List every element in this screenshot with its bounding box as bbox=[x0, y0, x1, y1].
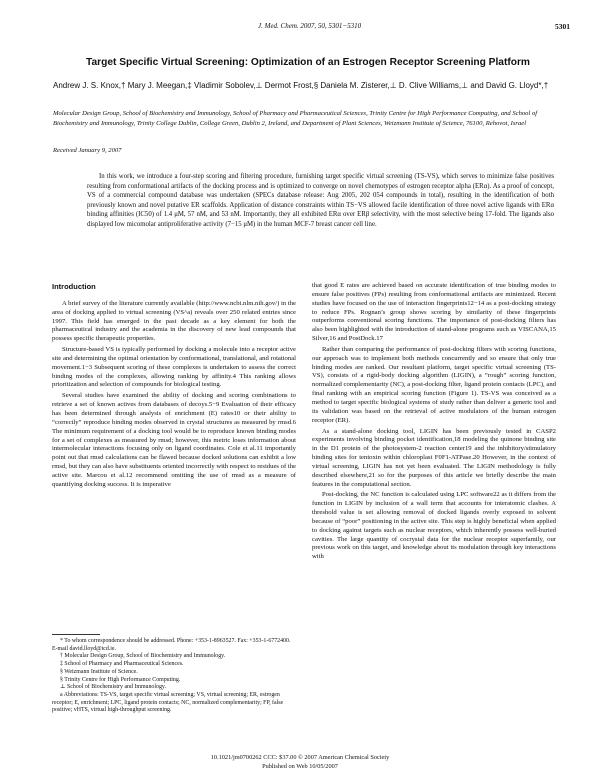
footnote: * To whom correspondence should be addressed. Phone: +353-1-8963527. Fax: +353-1-6772400. E-mail david.lloyd@tcd.ie. bbox=[52, 638, 291, 652]
footnote-divider bbox=[52, 634, 100, 635]
left-column bbox=[52, 283, 296, 492]
doi-line: 10.1021/jm0700262 CCC: $37.00 © 2007 American Chemical Society bbox=[210, 754, 390, 761]
footnotes bbox=[52, 638, 296, 715]
published-date: Published on Web 10/05/2007 bbox=[262, 762, 338, 770]
author-list: Andrew J. S. Knox,† Mary J. Meegan,‡ Vladimir Sobolev,⊥ Dermot Frost,§ Daniela M. Zisterer,⊥ D. Clive Williams,⊥ and David G. Lloyd*,† bbox=[53, 81, 549, 90]
journal-citation: J. Med. Chem. 2007, 50, 5301−5310 bbox=[258, 22, 362, 30]
paragraph: that good E rates are achieved based on accurate identification of true binding modes to ensure false positives (FPs) resulting from conformational artifacts are minimized. Recent studies have focused on the use of interaction fingerprints12−14 as a post-docking strategy to reduce FPs. Rognan’s group shows scoring by similarity of these fingerprints outperforms conventional scoring functions. The importance of post-docking filters has also been highlighted with the introduction of stand-alone programs such as VISCANA,15 Silver,16 and PostDock.17 bbox=[312, 282, 556, 343]
affiliations: Molecular Design Group, School of Biochemistry and Immunology, School of Pharmacy and Pharmaceutical Sciences, Trinity Centre for High Performance Computing, and School of Biochemistry and Immunology, Trinity College Dublin, College Green, Dublin 2, Ireland, and Department of Plant Sciences, Weizmann Institute of Science, 76100, Rehovot, Israel bbox=[53, 110, 538, 127]
footnote: ‡ School of Pharmacy and Pharmaceutical Sciences. bbox=[60, 661, 184, 668]
section-heading-introduction: Introduction bbox=[52, 282, 96, 291]
page-number: 5301 bbox=[555, 22, 570, 31]
paragraph: Rather than comparing the performance of post-docking filters with scoring functions, our approach was to implement both methods concurrently and so ensure that only true binding modes are ranked. Our resultant platform, target specific virtual screening (TS-VS), consists of a rigid-body docking algorithm (LIGIN), a “rough” scoring function, normalized complementarity (NC), a post-docking filter, ligand protein contacts (LPC), and final ranking with an empirical scoring function (Figure 1). TS-VS was conceived as a method to target specific biological systems of study rather than deliver a generic tool and its validation was based on the retrieval of active modulators of the human estrogen receptor (ER). bbox=[312, 345, 556, 424]
publication-info bbox=[0, 754, 600, 771]
received-date: Received January 9, 2007 bbox=[53, 147, 122, 154]
paragraph: Post-docking, the NC function is calculated using LPC software22 as it differs from the function in LIGIN by inclusion of a wall term that accounts for interatomic clashes. A threshold value is set allowing removal of docked ligands overly exposed to solvent because of “poor” positioning in the active site. This step is highly beneficial when applied to docking against targets such as nuclear receptors, which inherently possess well-buried cavities. The large quantity of cocrystal data for the nuclear receptor superfamily, our previous work on this target, and knowledge about its modulation through key interactions with bbox=[312, 491, 556, 561]
paragraph: A brief survey of the literature currently available (http://www.ncbi.nlm.nih.gov/) in the area of docking applied to virtual screening (VS^a) reveals over 250 related entries since 1997. This field has emerged in the past decade as a key element for both the pharmaceutical industry and the academia in the discovery of new lead compounds that possess specific therapeutic properties. bbox=[52, 299, 296, 343]
footnote: § Weizmann Institute of Science. bbox=[60, 668, 138, 675]
paragraph: Several studies have examined the ability of docking and scoring combinations to retrieve a set of known actives from databases of decoys.5−9 Evaluation of their efficacy has been determined through analysis of enrichment (E) rates10 or their ability to “correctly” reproduce binding modes observed in crystal structures as measured by rmsd.6 The minimum requirement of a docking tool would be to reproduce known binding modes for a set of complexes as measured by rmsd; however, this metric loses information about intermolecular interactions focusing only on ligand coordinates. Cole et al.11 importantly point out that rmsd calculations can be flawed because docked solutions can exhibit a low rmsd, but they can also have substituents oriented incorrectly with respect to residues of the active site. Marcou et al.12 recommend omitting the use of rmsd as a measure of quantifying docking success. It is imperative bbox=[52, 392, 296, 488]
footnote: ⊥ School of Biochemistry and Immunology. bbox=[60, 684, 166, 691]
footnote: † Molecular Design Group, School of Biochemistry and Immunology. bbox=[60, 653, 226, 660]
running-head bbox=[0, 22, 600, 34]
paragraph: Structure-based VS is typically performed by docking a molecule into a receptor active site and determining the optimal orientation by conformational, translational, and rotational movement.1−3 Subsequent scoring of these complexes is undertaken to assess the correct binding modes of the complexes, allowing ranking by affinity.4 This ranking allows prioritization and selection of compounds for biological testing. bbox=[52, 346, 296, 389]
article-title: Target Specific Virtual Screening: Optimization of an Estrogen Receptor Screening Platform bbox=[86, 57, 530, 68]
paragraph: As a stand-alone docking tool, LIGIN has been previously tested in CASP2 experiments involving binding pocket identification,18 modeling the quinone binding site in the D1 protein of the photosystem-2 reaction center19 and the inhibitory/stimulatory binding sites for tentoxin within chloroplast F0F1-ATPase.20 However, in the context of virtual screening, LIGIN has not yet been evaluated. The LIGIN methodology is fully described elsewhere,21 so for the purposes of this article we briefly describe the main features in the computational section. bbox=[312, 427, 556, 488]
abstract: In this work, we introduce a four-step scoring and filtering procedure, furnishing target specific virtual screening (TS-VS), which serves to minimize false positives resulting from conformational artifacts of the docking process and is optimized to converge on novel chemotypes of estrogen receptor alpha (ERα). As a proof of concept, VS of a commercial compound database was undertaken (SPECs database release: Aug 2005, 202 054 compounds in total), resulting in the identification of both previously known and novel putative ER scaffolds. Application of distance constraints within TS−VS allowed facile identification of three novel active ligands with ERα binding affinities (IC50) of 1.4 μM, 57 nM, and 53 nM. Importantly, they all exhibited ERα over ERβ selectivity, with the most selective being 17-fold. The ligands also displayed low micomolar antiproliferative activity (7−15 μM) in the human MCF-7 breast cancer cell line. bbox=[87, 173, 554, 228]
footnote: § Trinity Centre for High Performance Computing. bbox=[60, 676, 181, 683]
right-column bbox=[312, 282, 556, 564]
footnote: a Abbreviations: TS-VS, target specific virtual screening; VS, virtual screening; ER, estrogen receptor; E, enrichment; LPC, ligand protein contacts; NC, normalized complementarity; FP, false positive; vHTS, virtual high-throughput screening. bbox=[52, 691, 284, 714]
